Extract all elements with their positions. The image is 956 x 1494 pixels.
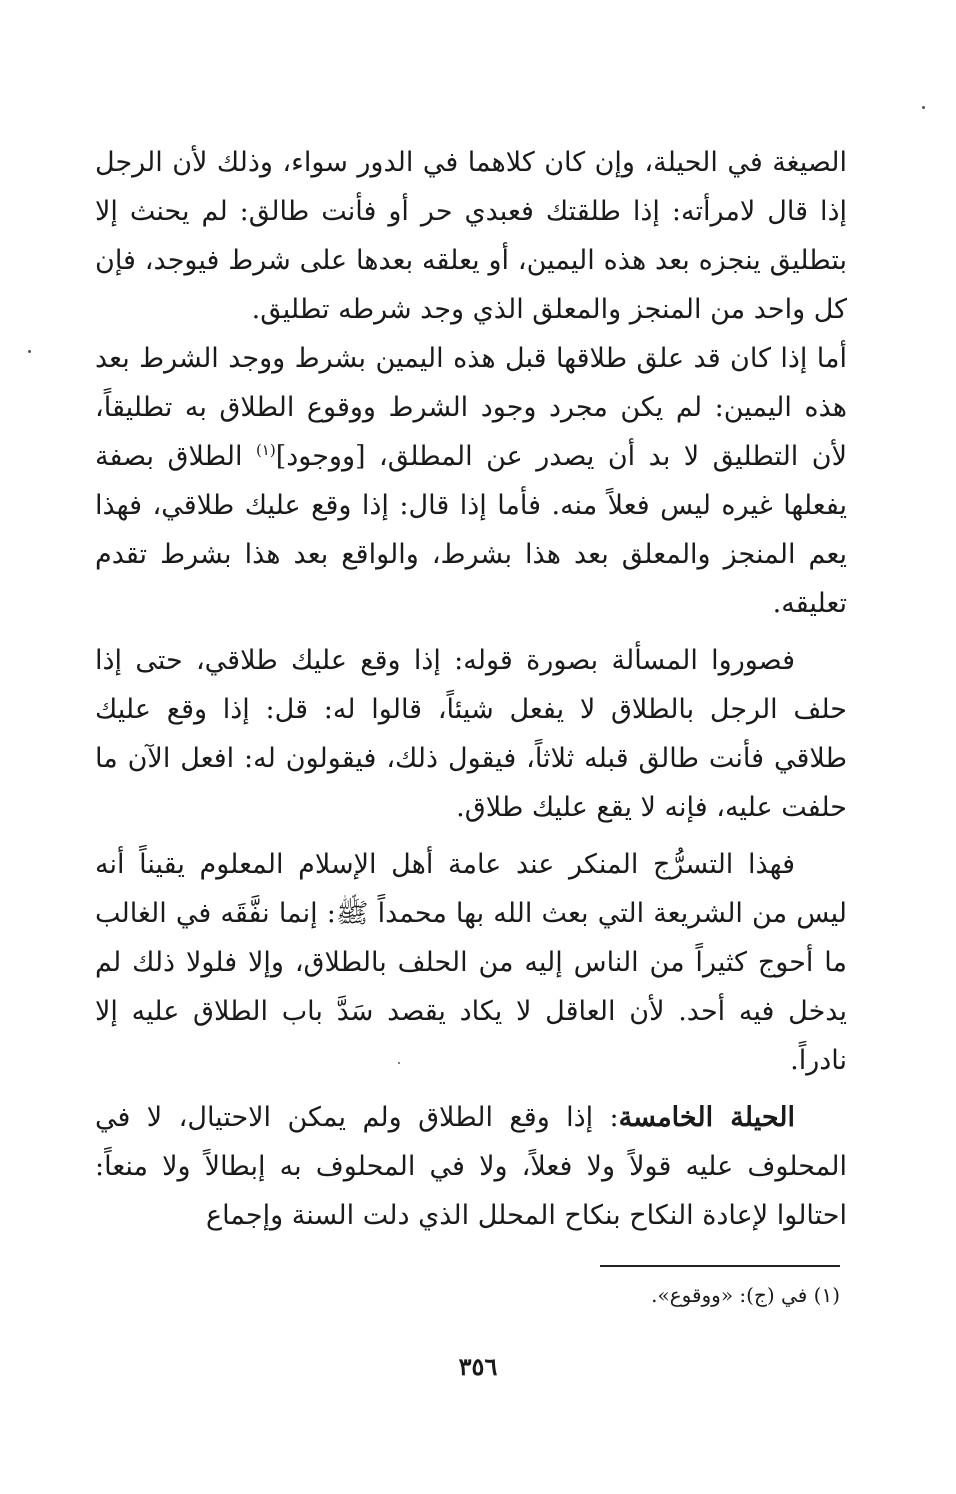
paragraph-5 (95, 1093, 847, 1240)
footnote-marker: (١) (255, 441, 276, 459)
paragraph-2-part-a: أما إذا كان قد علق طلاقها قبل هذه اليمين بشرط ووجد الشرط بعد هذه اليمين: لم يكن مجرد وجود الشرط ووقوع الطلاق به تطليقاً، لأن التطليق لا بد أن يصدر عن المطلق، [ووجود] (95, 343, 847, 472)
footnote: (١) في (ج): «ووقوع». (651, 1283, 840, 1307)
paragraph-3: فصوروا المسألة بصورة قوله: إذا وقع عليك طلاقي، حتى إذا حلف الرجل بالطلاق لا يفعل شيئاً، قالوا له: قل: إذا وقع عليك طلاقي فأنت طالق قبله ثلاثاً، فيقول ذلك، فيقولون له: افعل الآن ما حلفت عليه، فإنه لا يقع عليك طلاق. (95, 645, 847, 823)
scan-speck (922, 106, 925, 109)
paragraph-1: الصيغة في الحيلة، وإن كان كلاهما في الدور سواء، وذلك لأن الرجل إذا قال لامرأته: إذا طلقتك فعبدي حر أو فأنت طالق: لم يحنث إلا بتطليق ينجزه بعد هذه اليمين، أو يعلقه بعدها على شرط فيوجد، فإن كل واحد من المنجز والمعلق الذي وجد شرطه تطليق. (95, 147, 847, 325)
scan-speck (398, 1062, 400, 1064)
section-heading: الحيلة الخامسة (618, 1102, 795, 1133)
main-text (95, 138, 847, 1240)
paragraph-2-part-b: الطلاق بصفة يفعلها غيره ليس فعلاً منه. فأما إذا قال: إذا وقع عليك طلاقي، فهذا يعم المنجز والمعلق بعد هذا بشرط، والواقع بعد هذا بشرط تقدم تعليقه. (95, 441, 847, 619)
footnote-separator (600, 1265, 840, 1267)
scan-speck (28, 350, 31, 353)
paragraph-4: فهذا التسرُّج المنكر عند عامة أهل الإسلام المعلوم يقيناً أنه ليس من الشريعة التي بعث الله بها محمداً ﷺ: إنما نفَّقَه في الغالب ما أحوج كثيراً من الناس إليه من الحلف بالطلاق، وإلا فلولا ذلك لم يدخل فيه أحد. لأن العاقل لا يكاد يقصد سَدَّ باب الطلاق عليه إلا نادراً. (95, 849, 847, 1076)
page-number: ٣٥٦ (458, 1352, 498, 1381)
paragraph-5-text: : إذا وقع الطلاق ولم يمكن الاحتيال، لا في المحلوف عليه قولاً ولا فعلاً، ولا في المحلوف به إبطالاً ولا منعاً: احتالوا لإعادة النكاح بنكاح المحلل الذي دلت السنة وإجماع (95, 1102, 847, 1231)
paragraph-2 (95, 334, 847, 628)
